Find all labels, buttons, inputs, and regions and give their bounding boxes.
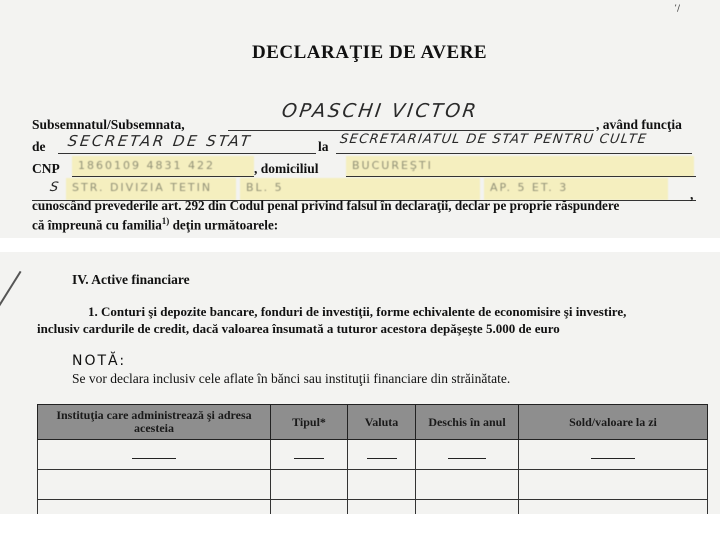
institution-underline [336,153,692,154]
item1-line-1: 1. Conturi şi depozite bancare, fonduri de investiţii, forme echivalente de economisire şi investire, [88,304,627,319]
table-row [38,440,708,470]
statement-line-2 [32,216,278,233]
address-redacted-field-2: STR. DIVIZIA TETIN [66,178,236,200]
statement-footnote: 1) [161,216,170,226]
cnp-label: CNP [32,161,60,176]
table-cell [271,470,348,500]
scan-speck: ʼ/ [674,4,680,14]
table-cell [416,440,519,470]
table-row [38,470,708,500]
table-cell [38,470,271,500]
address-underline-1 [346,176,696,177]
empty-dash [448,458,486,459]
empty-dash [591,458,635,459]
table-cell [38,440,271,470]
cnp-underline [72,176,254,177]
table-cell [348,470,416,500]
address-redacted-field-1: BUCUREŞTI [346,156,694,177]
statement-line-2-text: că împreună cu familia [32,217,162,233]
col-header-balance: Sold/valoare la zi [519,405,708,440]
col-header-type: Tipul* [271,405,348,440]
declaration-page-top [0,0,720,238]
empty-dash [367,458,397,459]
nota-label: NOTĂ: [72,353,127,369]
institution-value: SECRETARIATUL DE STAT PENTRU CULTE [338,132,649,147]
statement-line-1: cunoscând prevederile art. 292 din Codul penal privind falsul în declaraţii, declar pe proprie răspundere [32,198,620,213]
declaration-page-section-iv [0,252,720,514]
table-cell [519,440,708,470]
la-label: la [318,139,329,154]
domiciliul-label: , domiciliul [254,161,319,176]
col-header-currency: Valuta [348,405,416,440]
empty-dash [132,458,176,459]
table-row [38,500,708,515]
name-underline [228,130,594,131]
page-title: DECLARAŢIE DE AVERE [252,42,488,63]
section-heading: IV. Active financiare [72,272,190,287]
address-prefix: S [48,180,62,195]
table-cell [271,440,348,470]
trailing-comma: , [690,187,694,202]
table-cell [348,500,416,515]
col-header-institution: Instituţia care administrează şi adresa acesteia [38,405,271,440]
table-header-row [38,405,708,440]
nota-text: Se vor declara inclusiv cele aflate în bănci sau instituţii financiare din străinătate. [72,371,511,386]
empty-dash [294,458,324,459]
declarant-name-value: OPASCHI VICTOR [280,100,480,122]
function-value: SECRETAR DE STAT [66,132,254,150]
de-label: de [32,139,46,154]
item1-line-2: inclusiv cardurile de credit, dacă valoarea însumată a tuturor acestora depăşeşte 5.000 de euro [37,321,560,336]
table-cell [519,500,708,515]
subsemnatul-label: Subsemnatul/Subsemnata, [32,117,185,132]
table-cell [416,470,519,500]
table-cell [416,500,519,515]
col-header-opened-year: Deschis în anul [416,405,519,440]
table-cell [38,500,271,515]
table-cell [348,440,416,470]
functia-label: , având funcţia [596,117,682,132]
financial-assets-table [37,404,708,514]
function-underline [58,153,316,154]
cnp-redacted-field: 1860109 4831 422 [72,156,254,177]
statement-line-2-end: deţin următoarele: [169,217,279,233]
table-cell [271,500,348,515]
address-redacted-field-4: AP. 5 ET. 3 [484,178,668,200]
table-cell [519,470,708,500]
address-redacted-field-3: BL. 5 [240,178,480,200]
